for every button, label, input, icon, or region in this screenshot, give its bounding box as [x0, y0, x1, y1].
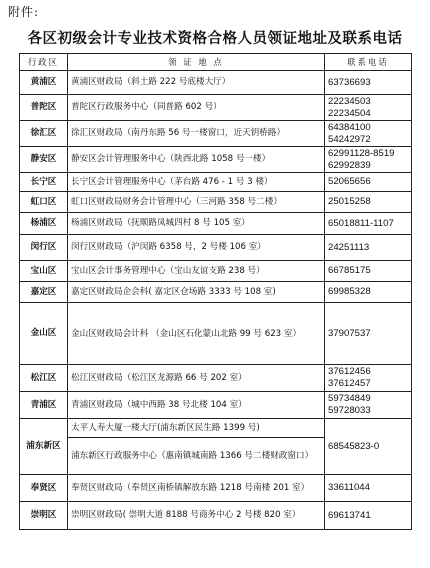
contact-table	[19, 53, 412, 530]
table-row	[20, 173, 412, 192]
phone-number: 24251113	[328, 241, 370, 253]
district-cell: 闵行区	[20, 235, 68, 261]
table-row	[20, 121, 412, 147]
district-cell: 青浦区	[20, 392, 68, 419]
table-row	[20, 147, 412, 173]
table-row	[20, 213, 412, 235]
district-cell: 杨浦区	[20, 213, 68, 235]
phone-cell	[325, 419, 412, 475]
phone-number: 66785175	[328, 265, 371, 276]
district-cell: 宝山区	[20, 261, 68, 282]
table-row	[20, 282, 412, 303]
district-cell: 嘉定区	[20, 282, 68, 303]
address-cell: 太平人寿大厦一楼大厅(浦东新区民生路 1399 号)	[68, 419, 325, 438]
phone-number: 62991128-8519	[328, 147, 395, 159]
header-district: 行政区	[20, 54, 68, 71]
address-cell: 松江区财政局（松江区龙源路 66 号 202 室）	[68, 365, 325, 392]
phone-number: 64384100	[328, 121, 371, 133]
table-row	[20, 419, 412, 438]
address-cell: 普陀区行政服务中心（同普路 602 号）	[68, 95, 325, 121]
phone-cell	[325, 213, 412, 235]
phone-number: 37907537	[328, 327, 371, 339]
phone-cell	[325, 475, 412, 502]
table-row	[20, 71, 412, 95]
district-cell: 虹口区	[20, 192, 68, 213]
phone-cell	[325, 71, 412, 95]
table-row	[20, 95, 412, 121]
address-cell: 静安区会计管理服务中心（陕西北路 1058 号一楼）	[68, 147, 325, 173]
district-cell: 徐汇区	[20, 121, 68, 147]
table-row	[20, 365, 412, 392]
phone-number: 33611044	[328, 482, 370, 493]
district-cell: 松江区	[20, 365, 68, 392]
phone-cell	[325, 365, 412, 392]
address-cell: 宝山区会计事务管理中心（宝山友谊支路 238 号）	[68, 261, 325, 282]
address-cell: 闵行区财政局（沪闵路 6358 号，2 号楼 106 室）	[68, 235, 325, 261]
table-row	[20, 475, 412, 502]
phone-number: 63736693	[328, 76, 371, 88]
district-cell: 浦东新区	[20, 419, 68, 475]
district-cell: 长宁区	[20, 173, 68, 192]
phone-cell	[325, 282, 412, 303]
phone-number: 69613741	[328, 509, 371, 521]
address-cell: 金山区财政局会计科 （金山区石化蒙山北路 99 号 623 室）	[68, 303, 325, 365]
attachment-label: 附件:	[8, 5, 40, 19]
address-cell: 青浦区财政局（城中西路 38 号北楼 104 室）	[68, 392, 325, 419]
phone-number: 62992839	[328, 159, 371, 171]
table-row	[20, 235, 412, 261]
table-row	[20, 392, 412, 419]
phone-number: 37612456	[328, 366, 371, 377]
phone-number: 59728033	[328, 405, 371, 416]
phone-cell	[325, 147, 412, 173]
header-phone: 联系电话	[325, 54, 412, 71]
phone-number: 22234503	[328, 95, 371, 107]
phone-cell	[325, 261, 412, 282]
phone-cell	[325, 121, 412, 147]
district-cell: 奉贤区	[20, 475, 68, 502]
address-cell: 黄浦区财政局（斜土路 222 号底楼大厅）	[68, 71, 325, 95]
district-cell: 金山区	[20, 303, 68, 365]
page-title: 各区初级会计专业技术资格合格人员领证地址及联系电话	[27, 30, 403, 47]
phone-cell	[325, 303, 412, 365]
phone-number: 52065656	[328, 176, 371, 187]
district-cell: 静安区	[20, 147, 68, 173]
address-cell: 嘉定区财政局企会科( 嘉定区仓场路 3333 号 108 室)	[68, 282, 325, 303]
header-address: 领 证 地 点	[68, 54, 325, 71]
phone-cell	[325, 235, 412, 261]
phone-cell	[325, 95, 412, 121]
phone-number: 22234504	[328, 107, 371, 119]
table-row	[20, 261, 412, 282]
phone-number: 37612457	[328, 378, 371, 389]
address-cell: 奉贤区财政局（奉贤区南桥镇解放东路 1218 号南楼 201 室）	[68, 475, 325, 502]
address-cell: 崇明区财政局( 崇明大道 8188 号商务中心 2 号楼 820 室）	[68, 502, 325, 530]
address-cell: 杨浦区财政局（抚顺路凤城四村 8 号 105 室）	[68, 213, 325, 235]
table-row	[20, 192, 412, 213]
phone-cell	[325, 192, 412, 213]
phone-cell	[325, 173, 412, 192]
phone-number: 65018811-1107	[328, 217, 394, 229]
address-cell: 徐汇区财政局（南丹东路 56 号一楼窗口，近天钥桥路）	[68, 121, 325, 147]
phone-number: 68545823-0	[328, 440, 380, 452]
phone-number: 25015258	[328, 196, 371, 207]
address-cell: 浦东新区行政服务中心（惠南镇城南路 1366 号二楼财政窗口）	[68, 438, 325, 475]
district-cell: 黄浦区	[20, 71, 68, 95]
address-cell: 长宁区会计管理服务中心（茅台路 476 - 1 号 3 楼）	[68, 173, 325, 192]
phone-number: 54242972	[328, 133, 371, 145]
phone-cell	[325, 502, 412, 530]
phone-number: 59734849	[328, 393, 371, 404]
table-header-row	[20, 54, 412, 71]
phone-number: 69985328	[328, 286, 371, 297]
district-cell: 普陀区	[20, 95, 68, 121]
district-cell: 崇明区	[20, 502, 68, 530]
address-cell: 虹口区财政局财务会计管理中心（三河路 358 号二楼）	[68, 192, 325, 213]
phone-cell	[325, 392, 412, 419]
table-row	[20, 303, 412, 365]
table-row	[20, 502, 412, 530]
